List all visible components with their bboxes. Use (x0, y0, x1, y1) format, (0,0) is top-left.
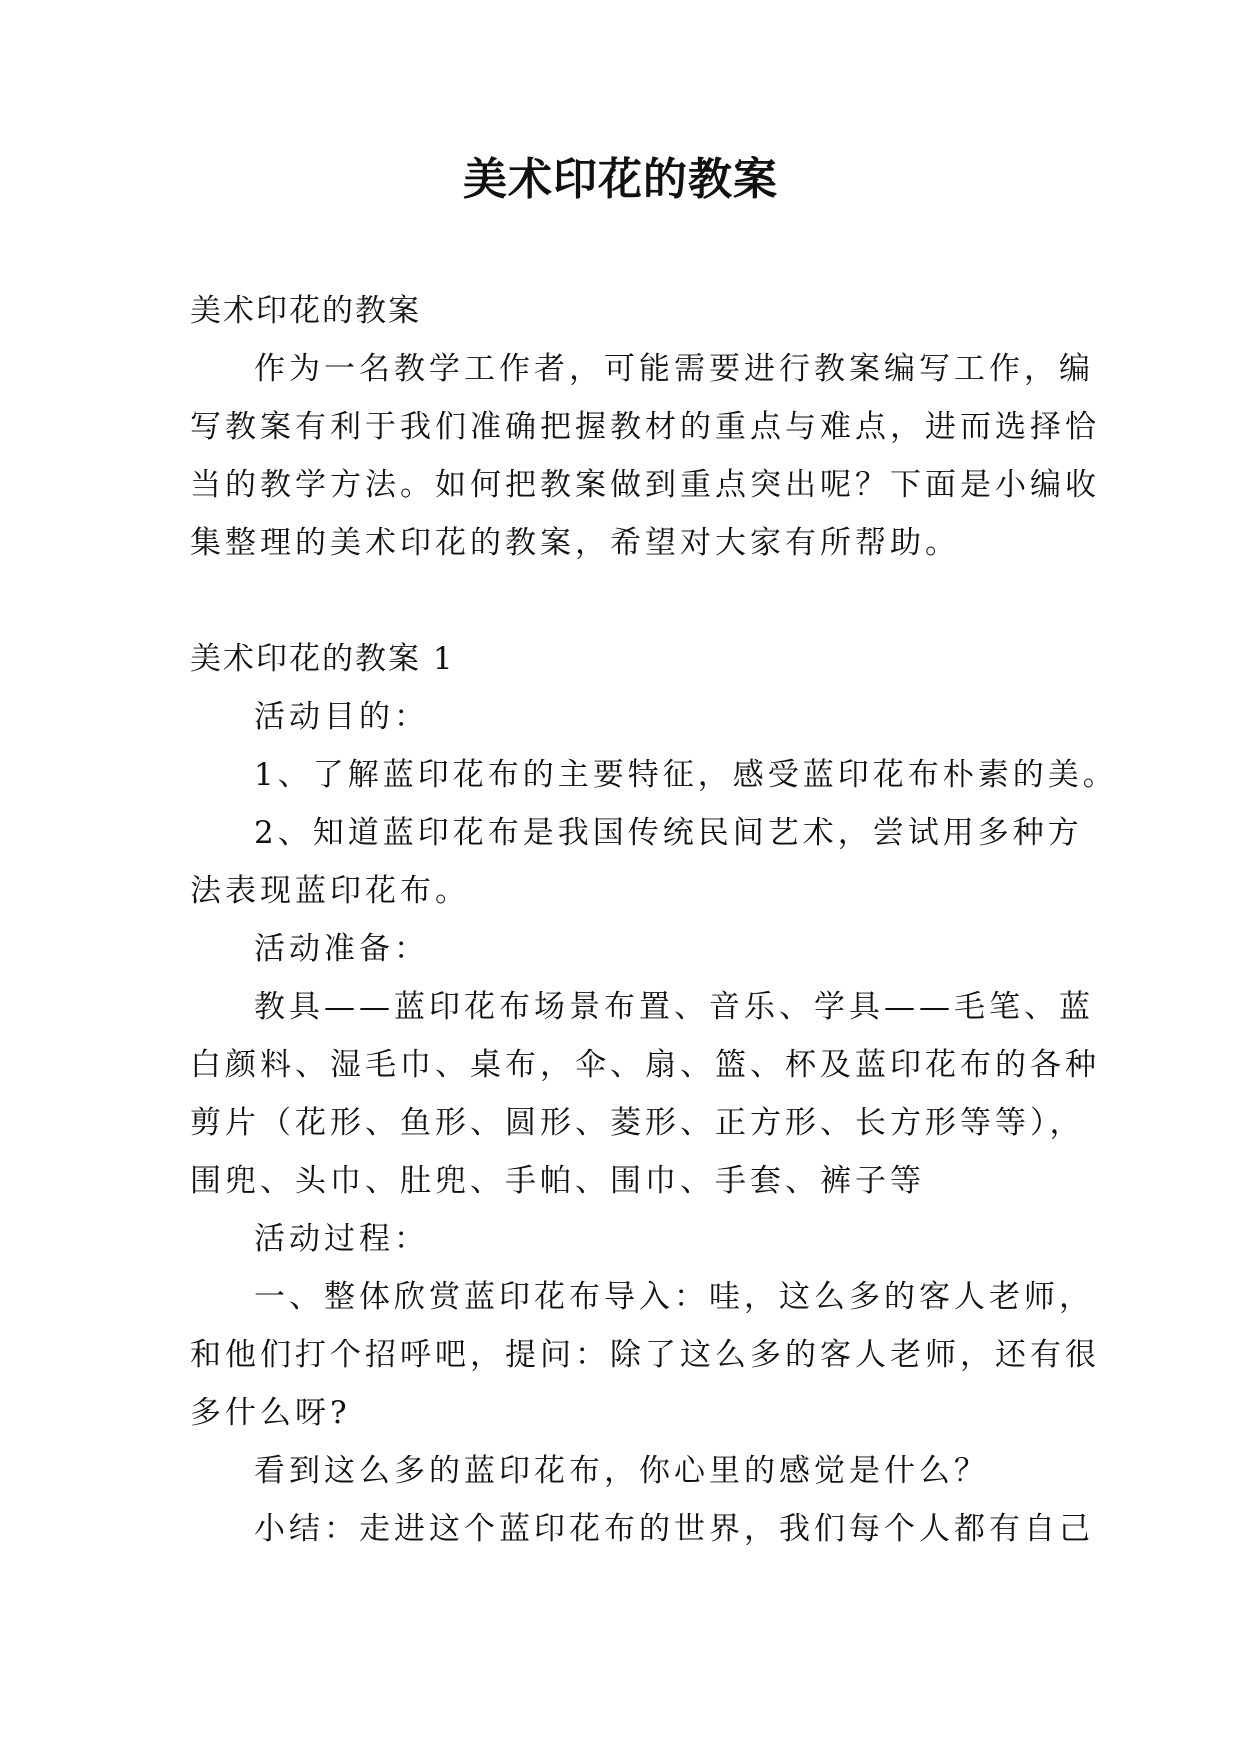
intro-heading: 美术印花的教案 (190, 293, 421, 329)
paragraph-line: 和他们打个招呼吧，提问：除了这么多的客人老师，还有很 (190, 1337, 1100, 1373)
document-title: 美术印花的教案 (463, 154, 778, 205)
paragraph-line: 小结：走进这个蓝印花布的世界，我们每个人都有自己 (254, 1511, 1094, 1547)
paragraph-line: 多什么呀? (190, 1395, 351, 1431)
paragraph-line: 活动过程： (254, 1221, 429, 1257)
paragraph-line: 作为一名教学工作者，可能需要进行教案编写工作，编 (254, 351, 1094, 387)
paragraph-line: 写教案有利于我们准确把握教材的重点与难点，进而选择恰 (190, 409, 1100, 445)
paragraph-line: 白颜料、湿毛巾、桌布，伞、扇、篮、杯及蓝印花布的各种 (190, 1047, 1100, 1083)
paragraph-line: 2、知道蓝印花布是我国传统民间艺术，尝试用多种方 (254, 815, 1083, 851)
blank-line (190, 572, 1052, 630)
paragraph-line: 剪片（花形、鱼形、圆形、菱形、正方形、长方形等等）， (190, 1105, 1085, 1141)
section-heading: 美术印花的教案 1 (190, 641, 455, 677)
paragraph-line: 活动目的： (254, 699, 429, 735)
paragraph-line: 活动准备： (254, 931, 429, 967)
paragraph-line: 1、了解蓝印花布的主要特征，感受蓝印花布朴素的美。 (254, 757, 1118, 793)
paragraph-line: 一、整体欣赏蓝印花布导入：哇，这么多的客人老师， (254, 1279, 1094, 1315)
paragraph-line: 当的教学方法。如何把教案做到重点突出呢？下面是小编收 (190, 467, 1100, 503)
paragraph-line: 教具——蓝印花布场景布置、音乐、学具——毛笔、蓝 (254, 989, 1094, 1025)
paragraph-line: 围兜、头巾、肚兜、手帕、围巾、手套、裤子等 (190, 1163, 925, 1199)
paragraph-line: 法表现蓝印花布。 (190, 873, 470, 909)
paragraph-line: 集整理的美术印花的教案，希望对大家有所帮助。 (190, 525, 960, 561)
document-body (190, 282, 1118, 1558)
paragraph-line: 看到这么多的蓝印花布，你心里的感觉是什么？ (254, 1453, 989, 1489)
